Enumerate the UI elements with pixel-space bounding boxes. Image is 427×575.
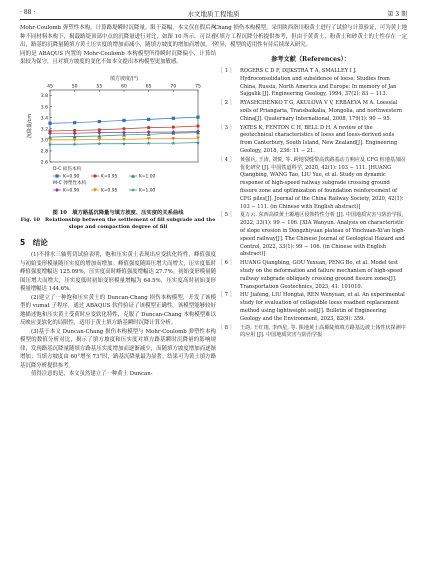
data-point bbox=[55, 188, 59, 192]
data-point bbox=[122, 118, 125, 121]
reference-number: ［ 8 ］ bbox=[218, 324, 235, 331]
y-axis-label: 沉降量/cm bbox=[27, 113, 33, 138]
settlement-chart bbox=[20, 70, 216, 210]
reference-item bbox=[214, 260, 407, 291]
data-point bbox=[122, 130, 126, 134]
issue-number: 第 3 期 bbox=[387, 11, 407, 18]
data-point bbox=[172, 125, 175, 128]
right-column bbox=[214, 24, 407, 341]
data-point bbox=[147, 130, 151, 134]
references-heading: 参考文献（References）： bbox=[271, 55, 350, 63]
data-point bbox=[48, 121, 51, 124]
y-tick-label: 2.8 bbox=[40, 149, 48, 155]
reference-text: HUANG Qiangbing, GOU Yuxuan, PENG Bo, et al. Model test study on the deformation and failure mechanism of high-speed railway subgrade obliquely crossing ground fissure zones[J]. Transportation Geotechnics, 2023, 41: 101010. bbox=[240, 260, 403, 290]
reference-item bbox=[214, 68, 407, 99]
x-tick-label: 75 bbox=[195, 84, 201, 89]
data-point bbox=[97, 130, 101, 134]
x-axis-label: 填方坡度/(°) bbox=[109, 75, 139, 82]
reference-text: 夏万云. 东西高铁黄土塬地区侵蚀特性分析 [J]. 中国地质灾害与防治学报, 2022, 33(1): 99 − 106. [XIA Wanyun. Analysis on characteristic of slope erosion in Dongzhiyuan plateau of Yinchuan-Xi'an high-speed railway[J]. The Chinese Journal of Geological Hazard and Control, 2022, 33(1): 99 − 106. (in Chinese with English abstract)] bbox=[240, 212, 406, 258]
legend-entry: K=0.95 bbox=[101, 174, 118, 180]
reference-item bbox=[214, 100, 407, 123]
data-point bbox=[147, 117, 150, 120]
legend-group-label: D-C 损伤本构 bbox=[53, 166, 82, 172]
page-header bbox=[0, 0, 427, 22]
data-point bbox=[73, 131, 77, 135]
x-tick-label: 55 bbox=[96, 84, 103, 89]
figure-caption-en: Fig. 10 Relationship between the settlement of fill subgrade and the slope and compaction degree of fill bbox=[20, 216, 216, 230]
reference-text: 王韵, 王红雨, 李西星, 等. 陕地黄土高塬陡坡填方路基边坡土体性状探测中的应用 [J]. 中国地质灾害与防治学报 bbox=[240, 324, 406, 339]
x-tick-label: 50 bbox=[71, 84, 78, 89]
plot-frame bbox=[50, 90, 198, 162]
data-point bbox=[172, 116, 175, 119]
reference-text: HU Jiafeng, LIU Hongtai, REN Wenyuan, et al. An experimental study for evaluation of collapsible loess roadbed replacement method using lightweight soil[J]. Bulletin of Engineering Geology and the Environment, 2023, 82(9): 359. bbox=[240, 292, 405, 322]
data-point bbox=[93, 174, 96, 177]
header-rule bbox=[20, 19, 407, 20]
body-paragraph: Mohr-Coulomb 弹塑性本构，计算路堤瞬时沉降量。限于篇幅，本文仅在假后两种不同材料本构下，揭载路堤顶部中点的沉降量进行对比，如图 10 所示。可以看出，路基的沉降量随填方黄土压实度的增加而减小，随填方坡度的增加而增加。不同的是 ABAQUS 内置的 Mohr-Coulomb 本构模型所得瞬时沉降偏小，计算结果较为保守，且对填方坡度的变化不如本文提出本构模型更加敏感。 bbox=[20, 25, 216, 65]
y-tick-label: 3.0 bbox=[40, 138, 48, 144]
reference-item bbox=[214, 125, 407, 156]
reference-number: ［ 1 ］ bbox=[218, 68, 235, 74]
data-point bbox=[55, 174, 58, 177]
y-tick-label: 2.6 bbox=[40, 160, 48, 166]
data-point bbox=[196, 115, 199, 118]
reference-number: ［ 2 ］ bbox=[218, 100, 235, 107]
data-point bbox=[196, 124, 199, 127]
legend-entry: K=1.00 bbox=[139, 174, 156, 180]
body-paragraph: Chang 损伤本构模型，采用陕西洛川粉黄土进行了试验与计算验证，可为黄土地区填方工程沉降分析提供参考，但由于黄黄土、粉黄土和砂黄土的土性存在一定差异，模型的适用性有待后续深入研究。 bbox=[214, 25, 407, 48]
data-point bbox=[122, 127, 125, 130]
section-title: 5 结论 bbox=[20, 237, 48, 247]
conclusion-paragraph: (2)建立了一种饱和压实黄土的 Duncan-Chang 损伤本构模型，开发了该模型的 vumat 子程序，通过 ABAQUS 软件验证了该模型正确性。该模型能够较好地描述饱和压实黄土受荷时应变软化特性，克服了 Duncan-Chang 本构模型难以反映应变软化的局限性，适用于黄土填方路基瞬时沉降计算分析。 bbox=[20, 294, 216, 326]
reference-item bbox=[214, 292, 407, 323]
figure-10 bbox=[20, 70, 216, 210]
legend-entry: K=0.95 bbox=[101, 188, 118, 194]
y-tick-label: 3.6 bbox=[40, 104, 48, 110]
page-number: · 88 · bbox=[20, 9, 36, 16]
y-tick-label: 3.8 bbox=[40, 93, 48, 99]
journal-name: 水文地质工程地质 bbox=[187, 10, 240, 18]
x-tick-label: 45 bbox=[47, 84, 53, 89]
reference-number: ［ 7 ］ bbox=[218, 292, 235, 299]
x-tick-label: 60 bbox=[121, 84, 127, 89]
reference-number: ［ 6 ］ bbox=[218, 260, 235, 267]
reference-number: ［ 4 ］ bbox=[218, 156, 235, 163]
legend-entry: K=1.00 bbox=[139, 188, 156, 194]
x-tick-label: 70 bbox=[170, 84, 177, 89]
reference-text: ROGERS C D F, DIJKSTRA T A, SMALLEY I J. Hydroconsolidation and subsidence of loess: Studies from China, Russia, North America and Europe: In memory of Jan Sajgalik [J]. Engineering Geology, 1994, 37(2): 83 − 113. bbox=[240, 68, 397, 98]
data-point bbox=[98, 119, 101, 122]
data-point bbox=[147, 126, 150, 129]
reference-number: ［ 3 ］ bbox=[218, 124, 235, 131]
figure-caption-cn: 图 10 填方路基沉降量与填方坡度、压实度的关系曲线 bbox=[52, 209, 184, 216]
conclusion-paragraph: (1)不排水三轴剪切试验表明，饱和压实黄土表现出应变软化特性，峰值强度与初始变形模量随压实度的增加而增加。峰值强度随围压增大而增大，压实度低时峰值强度增幅达 125.09%，压实度高时峰值强度增幅达 27.7%。初始变形模量随围压增大而增大，压实度低时初始变形模量增幅为 64.5%，压实度高时初始变形模量增幅达 144.6%。 bbox=[20, 252, 216, 292]
data-point bbox=[73, 121, 76, 124]
reference-item bbox=[214, 157, 407, 212]
data-point bbox=[48, 131, 52, 135]
legend-entry: K=0.90 bbox=[63, 188, 80, 194]
conclusion-paragraph: (3)基于本文 Duncan-Chang 损伤本构模型与 Mohr-Coulomb 弹塑性本构模型的数值分析对比，揭示了填方坡度和压实度对填方路基瞬时沉降量的影响规律，发现路基沉降量随填方路基压实度增加而逐渐减少，而随填方坡度增加而逐渐增加；当填方坡度由 60°增至 73°时，路基沉降量最为显著。结果可为黄土填方路基沉降分析提供参考。 bbox=[20, 328, 216, 369]
y-tick-label: 3.4 bbox=[40, 115, 48, 121]
legend-group-label: M-C 弹塑性本构 bbox=[53, 180, 87, 186]
reference-text: 黄强兵, 王涛, 刘悦, 等. 跨地裂缝带高铁路基动力响应及 CFG 桩地基加固优化研究 [J]. 中国铁道科学, 2020, 42(1): 103 − 111. [HUANG Qiangbing, WANG Tao, LIU Yue, et al. Study on dynamic response of high-speed railway subgrade crossing ground fissure zone and optimization of foundation reinforcement of CFG piles[J]. Journal of the China Railway Society, 2020, 42(1): 103 − 111. (in Chinese with English abstract)] bbox=[240, 156, 406, 210]
reference-text: RYASHCHENKO T G, AKULOVA V V, ERBAEVA M A. Loessial soils of Priangaria, Transbaikalia, Mongolia, and northwestern China[J]. Quaternary International, 2008, 179(1): 90 − 95. bbox=[240, 100, 403, 122]
x-tick-label: 65 bbox=[145, 84, 152, 89]
reference-text: YATES K, FENTON C H, BELL D H. A review of the geotechnical characteristics of loess and loess-derived soils from Canterbury, South Island, New Zealand[J]. Engineering Geology, 2018, 236: 11 − 21. bbox=[240, 124, 398, 154]
y-tick-label: 3.2 bbox=[40, 126, 48, 132]
reference-item bbox=[214, 325, 407, 341]
conclusion-paragraph: 值得注意的是，本文虽然建立了一种黄土 Duncan- bbox=[31, 371, 153, 377]
reference-number: ［ 5 ］ bbox=[218, 212, 235, 219]
reference-item bbox=[214, 212, 407, 259]
legend-entry: K=0.90 bbox=[63, 174, 80, 180]
left-column bbox=[20, 24, 216, 379]
